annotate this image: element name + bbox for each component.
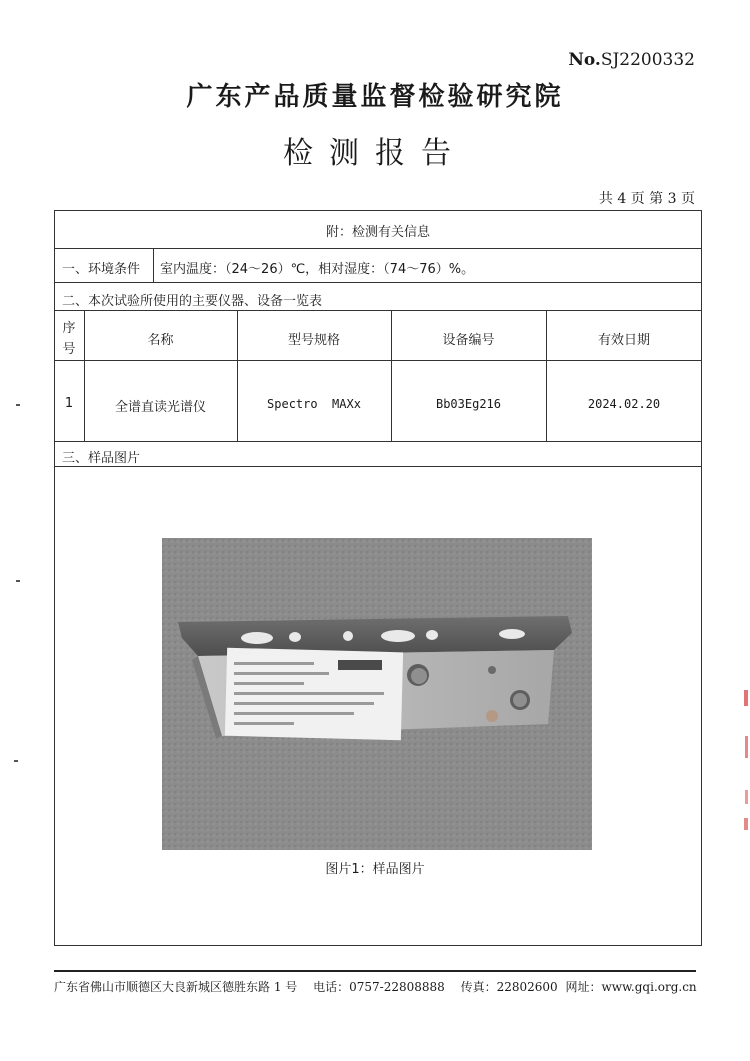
row-divider [54,441,702,442]
row-divider [54,282,702,283]
edge-stamp-mark [744,818,748,830]
row-index: 1 [64,396,74,411]
column-divider [153,248,154,282]
row-valid-date: 2024.02.20 [587,397,661,411]
header-model: 型号规格 [287,333,340,348]
sample-caption: 图片1：样品图片 [325,862,425,877]
document-title: 检测报告 [283,136,467,171]
scan-mark [14,760,18,762]
appendix-title: 附：检测有关信息 [325,225,430,240]
footer [54,978,696,995]
header-valid-date: 有效日期 [597,333,650,348]
scan-mark [16,404,20,406]
row-equipment-no: Bb03Eg216 [435,397,502,411]
scan-mark [16,580,20,582]
footer-website: 网址：www.gqi.org.cn [565,980,697,994]
environment-value: 室内温度：（24～26）℃，相对湿度：（74～76）%。 [160,262,475,277]
sample-section-label: 三、样品图片 [62,451,141,466]
row-model: Spectro MAXx [267,397,361,411]
report-number-prefix: No. [568,50,601,70]
report-number-value: SJ2200332 [600,50,695,70]
edge-stamp-mark [745,736,748,758]
header-name: 名称 [147,333,174,348]
footer-fax: 传真：22802600 [460,980,558,994]
row-divider [54,248,702,249]
sample-photo [162,538,592,850]
header-equipment-no: 设备编号 [442,333,495,348]
instruments-section-label: 二、本次试验所使用的主要仪器、设备一览表 [62,294,323,309]
row-divider [54,360,702,361]
environment-label: 一、环境条件 [62,262,141,277]
report-number [568,50,695,70]
row-instrument-name: 全谱直读光谱仪 [114,400,206,415]
footer-address: 广东省佛山市顺德区大良新城区德胜东路 1 号 [54,980,298,994]
edge-stamp-mark [744,690,748,706]
sample-photo-drawing [162,538,592,850]
row-divider [54,466,702,467]
organization-title: 广东产品质量监督检验研究院 [186,82,564,112]
page-info: 共 4 页 第 3 页 [598,191,695,207]
footer-divider [54,970,696,972]
footer-phone: 电话：0757-22808888 [313,980,445,994]
header-index: 序 号 [62,321,76,357]
edge-stamp-mark [745,790,748,804]
row-divider [54,310,702,311]
